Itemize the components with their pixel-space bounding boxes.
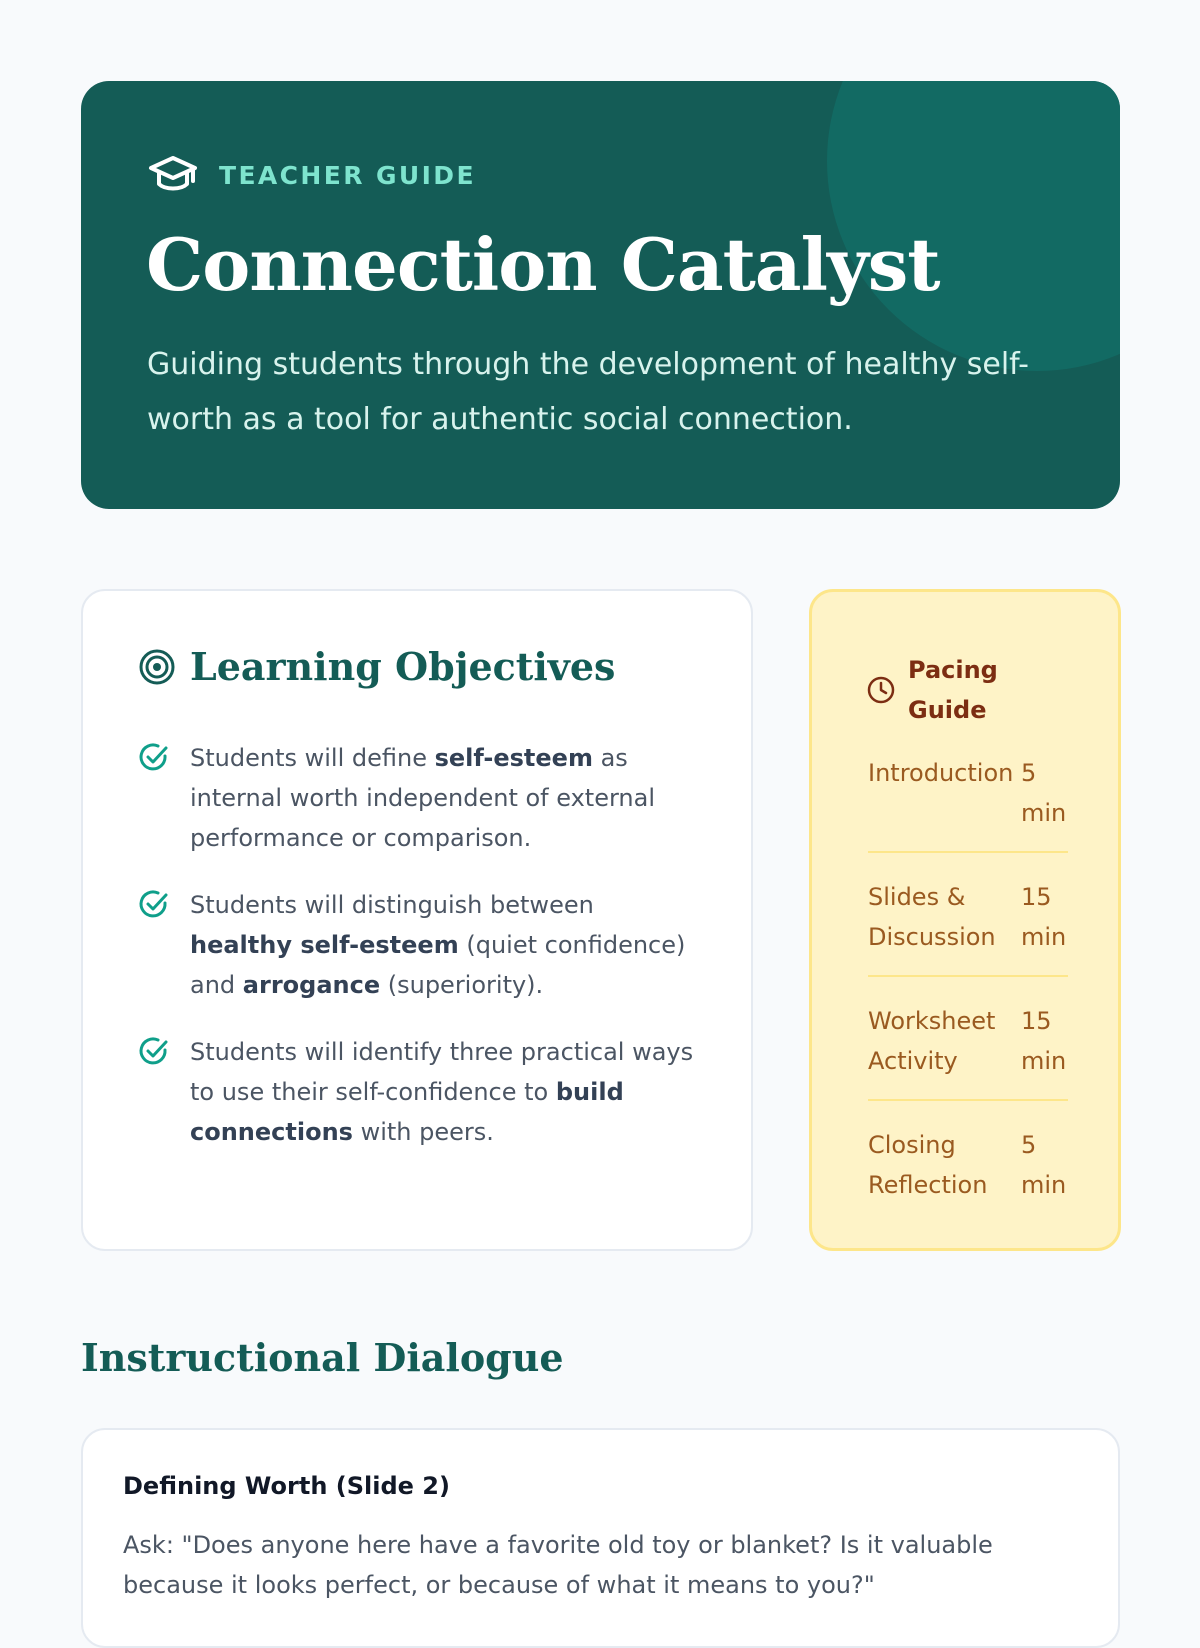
objective-text-end: with peers. — [352, 1118, 494, 1146]
learning-objectives-card — [81, 589, 753, 1251]
pacing-activity: Closing Reflection — [868, 1131, 988, 1199]
pacing-duration: 5 min — [1021, 759, 1067, 827]
hero-kicker — [147, 154, 476, 196]
learning-objectives-list — [138, 738, 698, 1179]
page-subtitle: Guiding students through the development of healthy self-worth as a tool for authentic social connection. — [147, 347, 1029, 437]
objective-text-start: Students will distinguish between — [190, 891, 594, 919]
pacing-duration: 15 min — [1021, 1007, 1067, 1075]
pacing-guide-heading — [866, 650, 1028, 730]
target-icon — [138, 648, 176, 686]
objective-text-middle: (quiet confidence) and — [190, 931, 686, 999]
pacing-row — [868, 877, 1068, 977]
objective-key-term: self-esteem — [434, 744, 593, 772]
objective-text-start: Students will define — [190, 744, 435, 772]
page-title: Connection Catalyst — [146, 222, 940, 307]
clock-icon — [866, 675, 896, 705]
objective-text-end: (superiority). — [380, 971, 544, 999]
pacing-row — [868, 753, 1068, 853]
teacher-guide-label: TEACHER GUIDE — [219, 160, 476, 190]
learning-objectives-title: Learning Objectives — [190, 644, 616, 689]
pacing-activity: Introduction — [868, 759, 1014, 787]
learning-objective-item — [138, 885, 698, 1005]
teacher-guide-hero — [81, 81, 1120, 509]
pacing-activity: Slides & Discussion — [868, 883, 996, 951]
pacing-activity: Worksheet Activity — [868, 1007, 996, 1075]
pacing-guide-title: Pacing Guide — [908, 656, 998, 724]
instructional-dialogue-card — [81, 1428, 1120, 1648]
objective-key-term: healthy self-esteem — [190, 931, 459, 959]
learning-objective-item — [138, 1032, 698, 1152]
dialogue-step-title: Defining Worth (Slide 2) — [123, 1472, 450, 1500]
objective-key-term: arrogance — [242, 971, 381, 999]
pacing-guide-card — [809, 589, 1121, 1251]
pacing-row — [868, 1125, 1068, 1223]
pacing-duration: 5 min — [1021, 1131, 1067, 1199]
objective-text-end: as internal worth independent of external performance or comparison. — [190, 744, 655, 852]
objective-key-term: build connections — [190, 1078, 624, 1146]
pacing-schedule — [868, 753, 1068, 1223]
learning-objectives-heading — [138, 644, 616, 689]
instructional-dialogue-title: Instructional Dialogue — [81, 1335, 564, 1380]
dialogue-prompt: Ask: "Does anyone here have a favorite old toy or blanket? Is it valuable because it looks perfect, or because of what it means to you?" — [123, 1531, 993, 1599]
pacing-row — [868, 1001, 1068, 1101]
learning-objective-item — [138, 738, 698, 858]
pacing-duration: 15 min — [1021, 883, 1067, 951]
graduation-cap-icon — [147, 154, 199, 196]
objective-text-start: Students will identify three practical ways to use their self-confidence to — [190, 1038, 694, 1106]
